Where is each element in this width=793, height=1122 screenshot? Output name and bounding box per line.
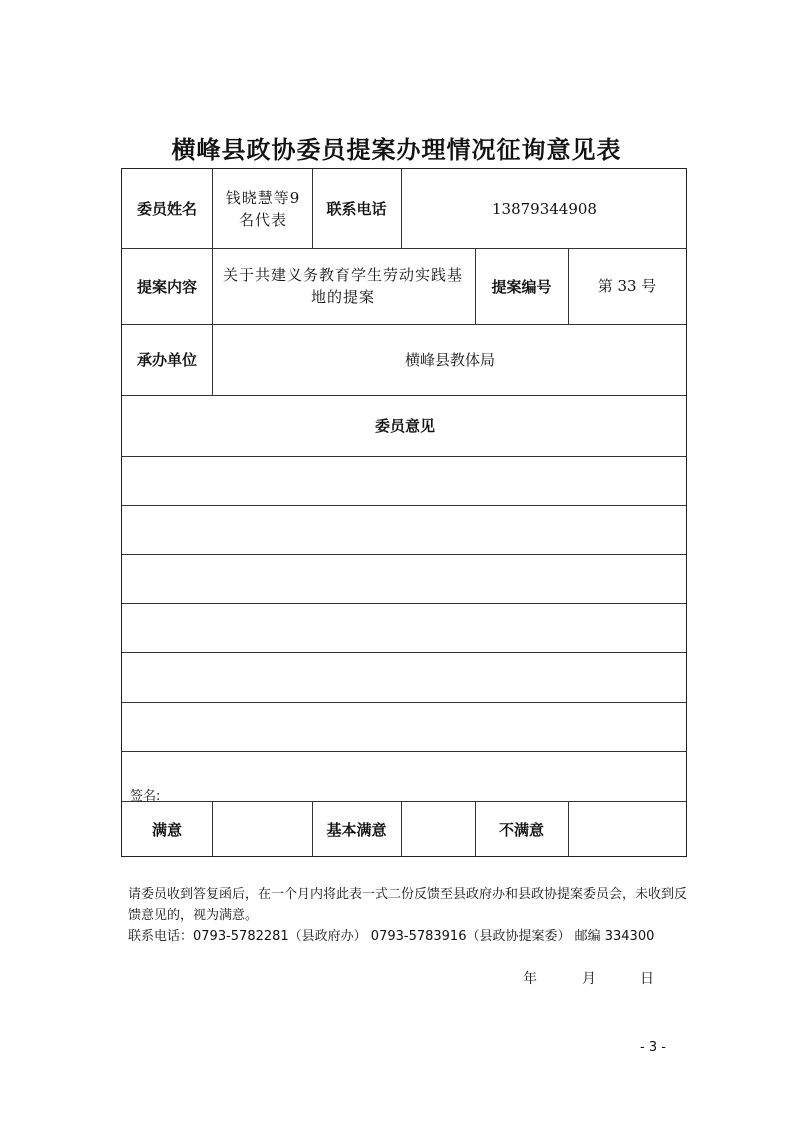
date-month: 月	[582, 971, 596, 987]
satisfied-label: 满意	[151, 820, 182, 839]
signature-label: 签名:	[130, 789, 161, 804]
proposal-number-value: 第 33 号	[597, 277, 657, 295]
phone-label: 联系电话	[326, 200, 387, 218]
contact-info: 联系电话：0793-5782281（县政府办） 0793-5783916（县政协提案委） 邮编 334300	[128, 929, 655, 944]
instruction-text: 请委员收到答复函后，在一个月内将此表一式二份反馈至县政府办和县政协提案委员会，未收到反馈意见的，视为满意。	[128, 887, 688, 923]
opinion-line[interactable]	[122, 456, 688, 505]
dissatisfied-label: 不满意	[498, 820, 544, 839]
opinion-line[interactable]	[122, 603, 688, 652]
satisfied-checkbox-cell[interactable]	[212, 801, 312, 857]
col-divider	[212, 248, 213, 324]
dissatisfied-checkbox-cell[interactable]	[568, 801, 688, 857]
basic-satisfied-label: 基本满意	[326, 820, 387, 839]
proposal-number-label: 提案编号	[491, 277, 552, 296]
member-opinion-header: 委员意见	[374, 417, 435, 435]
instructions	[128, 884, 688, 947]
date-day: 日	[640, 971, 654, 987]
opinion-line[interactable]	[122, 702, 688, 751]
date-year: 年	[523, 971, 537, 987]
form-title: 横峰县政协委员提案办理情况征询意见表	[171, 135, 622, 164]
member-name-value: 钱晓慧等9名代表	[225, 188, 301, 229]
opinion-line[interactable]	[122, 554, 688, 603]
phone-value: 13879344908	[492, 199, 597, 218]
member-name-label: 委员姓名	[136, 200, 197, 218]
opinion-form-table	[121, 168, 687, 857]
proposal-content-value: 关于共建义务教育学生劳动实践基地的提案	[222, 266, 463, 306]
opinion-line[interactable]	[122, 505, 688, 554]
handler-label: 承办单位	[136, 351, 197, 369]
opinion-line[interactable]	[122, 652, 688, 702]
row-divider	[122, 751, 686, 752]
handler-value: 横峰县教体局	[404, 350, 495, 369]
basic-satisfied-checkbox-cell[interactable]	[401, 801, 475, 857]
page-number: - 3 -	[640, 1040, 666, 1055]
proposal-content-label: 提案内容	[136, 277, 197, 296]
col-divider	[212, 169, 213, 248]
